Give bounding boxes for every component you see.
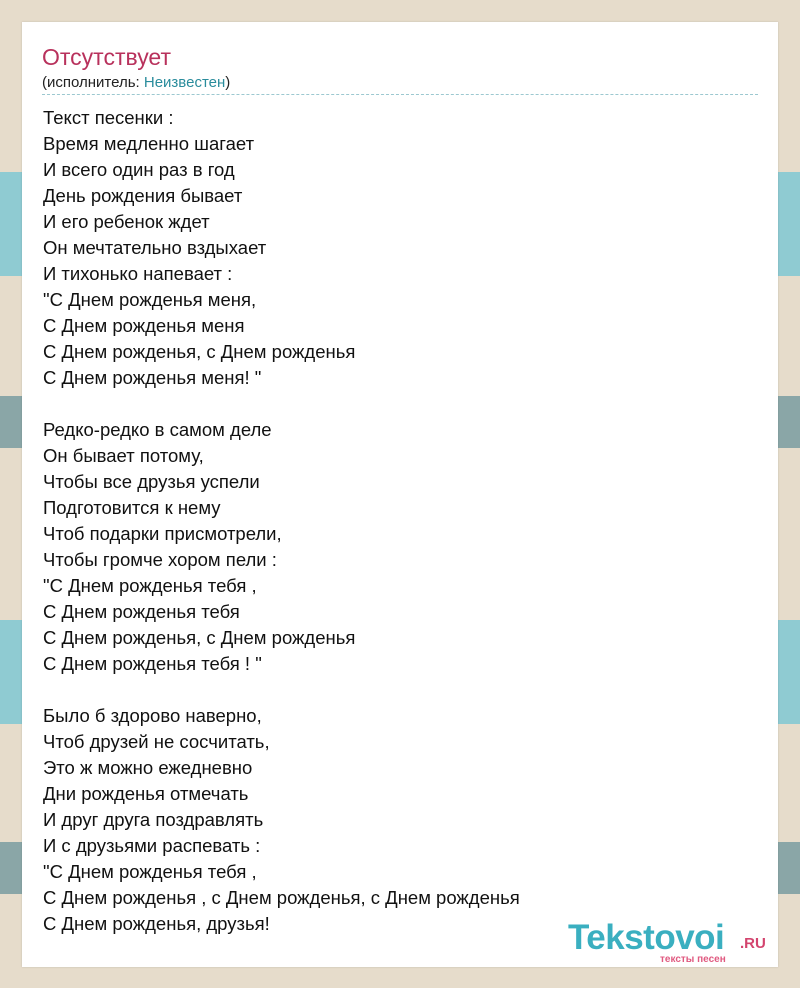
logo-tld: .RU bbox=[740, 935, 766, 952]
artist-suffix: ) bbox=[225, 74, 231, 91]
logo-name: Tekstovoi bbox=[568, 918, 725, 957]
logo-tagline: тексты песен bbox=[660, 954, 726, 965]
lyrics-text: Текст песенки : Время медленно шагает И всего один раз в год День рождения бывает И его ребенок ждет Он мечтательно вздыхает И тихонько напевает : "С Днем рожденья меня, С Днем рожденья меня С Днем рожденья, с Днем рожденья С Днем рожденья меня! " Редко-редко в самом деле Он бывает потому, Чтобы все друзья успели Подготовится к нему Чтоб подарки присмотрели, Чтобы громче хором пели : "С Днем рожденья тебя , С Днем рожденья тебя С Днем рожденья, с Днем рожденья С Днем рожденья тебя ! " Было б здорово наверно, Чтоб друзей не сосчитать, Это ж можно ежедневно Дни рожденья отмечать И друг друга поздравлять И с друзьями распевать : "С Днем рожденья тебя , С Днем рожденья , с Днем рожденья, с Днем рожденья С Днем рожденья, друзья! bbox=[43, 107, 520, 934]
divider bbox=[42, 94, 758, 95]
site-logo[interactable] bbox=[568, 918, 778, 968]
artist-prefix: (исполнитель: bbox=[42, 74, 144, 91]
artist-line bbox=[42, 74, 230, 91]
lyrics-card bbox=[22, 22, 778, 967]
artist-link[interactable]: Неизвестен bbox=[143, 74, 226, 91]
song-title: Отсутствует bbox=[42, 44, 171, 70]
